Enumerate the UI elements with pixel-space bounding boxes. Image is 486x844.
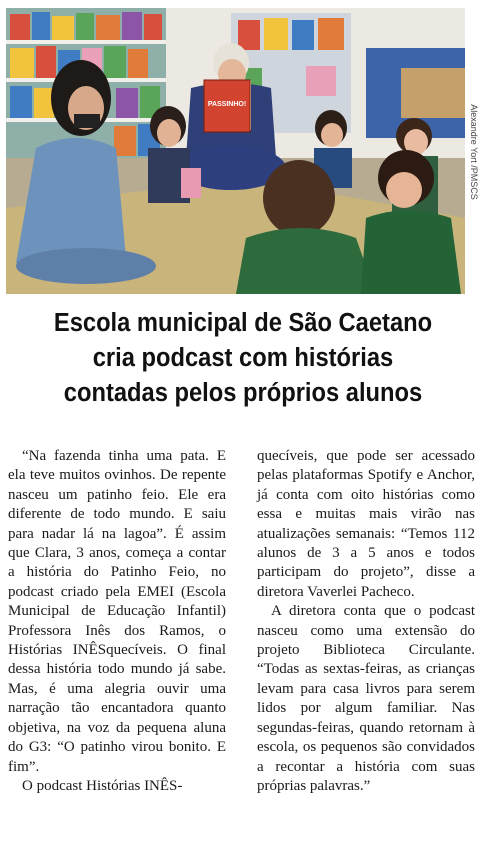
headline-line-1: Escola municipal de São Caetano — [53, 309, 433, 337]
headline — [0, 306, 486, 411]
headline-line-2: cria podcast com histórias — [92, 344, 394, 372]
article-photo — [6, 8, 465, 294]
paragraph: quecíveis, que pode ser acessado pelas plataformas Spotify e Anchor, já conta com oito histórias como essa e muitas mais virão nas atualizações semanais: “Temos 112 alunos de 3 a 5 anos e todos participam do projeto”, disse a diretora Vaverlei Pacheco. — [257, 448, 475, 600]
classroom-photo-illustration — [6, 8, 465, 294]
headline-line-3: contadas pelos próprios alunos — [63, 379, 423, 407]
article-column-2 — [257, 447, 475, 796]
article-column-1 — [8, 447, 226, 796]
book-title: PASSINHO! — [207, 101, 247, 108]
paragraph: A diretora conta que o podcast nasceu como uma extensão do projeto Biblioteca Circulante. “Todas as sextas-feiras, as crianças levam para casa livros para serem lidos por algum familiar. Nas segundas-feiras, quando retornam à escola, os pequenos são convidados a recontar a história com suas próprias palavras.” — [257, 603, 475, 794]
photo-credit-text: Alexandre Yort /PMSCS — [469, 104, 479, 200]
paragraph: O podcast Histórias INÊS- — [22, 777, 183, 794]
paragraph: “Na fazenda tinha uma pata. E ela teve muitos ovinhos. De repente nasceu um patinho feio. Ele era diferente de todo mundo. E saiu para nadar lá na lagoa”. É assim que Clara, 3 anos, começa a contar a história do Patinho Feio, no podcast criado pela EMEI (Escola Municipal de Educação Infantil) Professora Inês dos Ramos, o Histórias INÊSquecíveis. O final dessa história todo mundo já sabe. Mas, é uma alegria ouvir uma narração tão encantadora quanto objetiva, na voz da pequena aluna do G3: “O patinho virou bonito. E fim”. — [8, 448, 226, 775]
photo-credit — [466, 10, 482, 294]
